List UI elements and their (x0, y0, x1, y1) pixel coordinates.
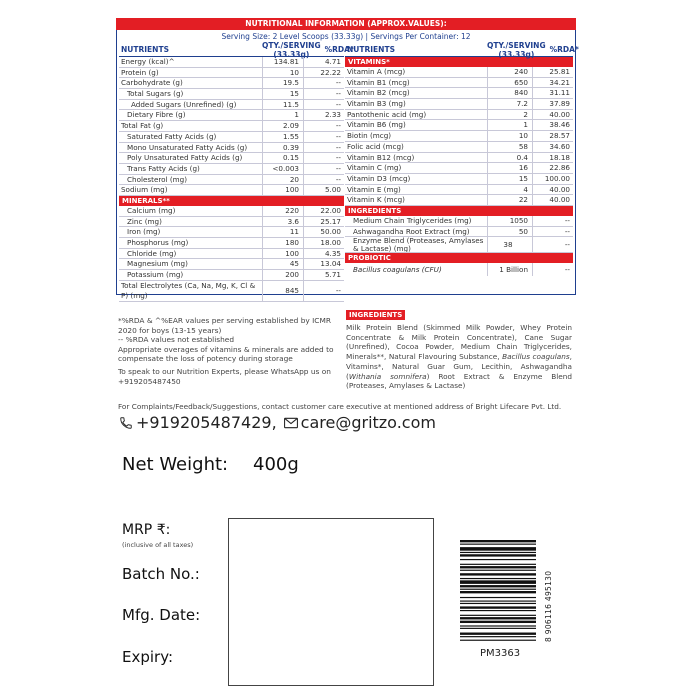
barcode-bar (460, 633, 536, 635)
barcode-bar (460, 589, 536, 590)
barcode-number: 8 906116 495130 (544, 570, 553, 642)
left-table-header: NUTRIENTS QTY./SERVING (33.33g) %RDA* (121, 40, 354, 59)
barcode-bar (460, 566, 536, 568)
label-panel (116, 0, 579, 700)
minerals-section-label: MINERALS** (119, 196, 344, 206)
table-row: Total Fat (g) 2.09 -- (119, 121, 344, 132)
table-row: Saturated Fatty Acids (g) 1.55 -- (119, 132, 344, 143)
table-row: Vitamin B2 (mcg) 840 31.11 (345, 88, 573, 99)
nutrition-tables (116, 40, 579, 300)
table-row: Biotin (mcg) 10 28.57 (345, 131, 573, 142)
right-table-header: NUTRIENTS QTY./SERVING (33.33g) %RDA* (347, 40, 579, 59)
barcode-bar (460, 570, 536, 571)
table-row: Zinc (mg) 3.6 25.17 (119, 217, 344, 228)
table-row: Vitamin B3 (mg) 7.2 37.89 (345, 99, 573, 110)
net-weight-label: Net Weight: (122, 454, 229, 475)
nutrition-header: NUTRITIONAL INFORMATION (APPROX.VALUES): (116, 18, 576, 30)
table-row: Dietary Fibre (g) 1 2.33 (119, 110, 344, 121)
table-row-enzyme: Enzyme Blend (Proteases, Amylases & Lactase) (mg) 38 -- (345, 237, 573, 253)
table-row: Added Sugars (Unrefined) (g) 11.5 -- (119, 100, 344, 111)
mrp-subtext: (inclusive of all taxes) (122, 541, 194, 549)
table-row: Mono Unsaturated Fatty Acids (g) 0.39 -- (119, 143, 344, 154)
table-row: Vitamin K (mcg) 22 40.00 (345, 195, 573, 206)
footnotes: *%RDA & ^%EAR values per serving established by ICMR 2020 for boys (13-15 years) -- %RDA values not established Appropriate overages of vitamins & minerals are added to compensate the loss of potency during storage To speak to our Nutrition Experts, please WhatsApp us on +919205487450 (118, 316, 338, 386)
phone-icon (118, 415, 134, 431)
table-row: Pantothenic acid (mg) 2 40.00 (345, 110, 573, 121)
vitamins-section-label: VITAMINS* (345, 57, 573, 67)
table-row: Chloride (mg) 100 4.35 (119, 249, 344, 260)
barcode-bar (460, 564, 536, 565)
table-row: Cholesterol (mg) 20 -- (119, 175, 344, 186)
table-row: Poly Unsaturated Fatty Acids (g) 0.15 -- (119, 153, 344, 164)
barcode-bar (460, 617, 536, 619)
ingredients-block (346, 302, 572, 391)
complaint-note: For Complaints/Feedback/Suggestions, contact customer care executive at mentioned address of Bright Lifecare Pvt. Ltd. (118, 402, 562, 411)
table-row: Sodium (mg) 100 5.00 (119, 185, 344, 196)
contact-line (118, 413, 436, 432)
table-row: Vitamin A (mcg) 240 25.81 (345, 67, 573, 78)
table-row: Vitamin B1 (mcg) 650 34.21 (345, 78, 573, 89)
barcode-bar (460, 603, 536, 604)
barcode-bar (460, 606, 536, 608)
table-row: Vitamin C (mg) 16 22.86 (345, 163, 573, 174)
serving-info: Serving Size: 2 Level Scoops (33.33g) | Servings Per Container: 12 (116, 30, 576, 43)
table-row: Total Sugars (g) 15 -- (119, 89, 344, 100)
net-weight-value: 400g (253, 454, 299, 475)
barcode-bar (460, 625, 536, 626)
table-row: Ashwagandha Root Extract (mg) 50 -- (345, 227, 573, 238)
barcode-bar (460, 585, 536, 587)
table-row: Magnesium (mg) 45 13.04 (119, 259, 344, 270)
batch-label: Batch No.: (122, 565, 200, 583)
table-row: Folic acid (mcg) 58 34.60 (345, 142, 573, 153)
table-row: Vitamin D3 (mcg) 15 100.00 (345, 174, 573, 185)
barcode-bar (460, 610, 536, 611)
barcode-bar (460, 621, 536, 623)
barcode-bar (460, 600, 536, 601)
barcode-bar (460, 554, 536, 556)
price-stamp-box (228, 518, 434, 686)
mrp-label: MRP ₹: (122, 522, 171, 538)
table-row: Potassium (mg) 200 5.71 (119, 270, 344, 281)
product-code: PM3363 (480, 648, 521, 659)
left-nutrition-table (119, 40, 354, 302)
barcode-bar (460, 636, 536, 637)
barcode-bar (460, 540, 536, 542)
barcode-bar (460, 544, 536, 545)
table-row-probiotic: Bacillus coagulans (CFU) 1 Billion -- (345, 263, 573, 276)
barcode-bar (460, 559, 536, 560)
barcode-bar (460, 591, 536, 593)
mfg-date-label: Mfg. Date: (122, 606, 201, 624)
probiotic-section-label: PROBIOTIC (345, 253, 573, 263)
barcode-bar (460, 547, 536, 551)
table-row: Vitamin B12 (mcg) 0.4 18.18 (345, 153, 573, 164)
table-row-electrolytes: Total Electrolytes (Ca, Na, Mg, K, Cl & P) (mg) 845 -- (119, 281, 344, 302)
expiry-label: Expiry: (122, 648, 174, 666)
barcode-bar (460, 578, 536, 579)
barcode-bar (460, 573, 536, 575)
barcode-bar (460, 640, 536, 641)
table-row: Iron (mg) 11 50.00 (119, 227, 344, 238)
table-row: Energy (kcal)^ 134.81 4.71 (119, 57, 344, 68)
ingredients-label: INGREDIENTS (346, 310, 405, 320)
table-row: Calcium (mg) 220 22.00 (119, 206, 344, 217)
whatsapp-note: To speak to our Nutrition Experts, please WhatsApp us on +919205487450 (118, 366, 331, 386)
barcode-bar (460, 628, 536, 629)
barcode-bar (460, 580, 536, 584)
ingredients-section-label: INGREDIENTS (345, 206, 573, 216)
table-row: Trans Fatty Acids (g) <0.003 -- (119, 164, 344, 175)
mail-icon (283, 415, 299, 431)
table-row: Carbohydrate (g) 19.5 -- (119, 78, 344, 89)
barcode-bar (460, 615, 536, 616)
table-row: Protein (g) 10 22.22 (119, 68, 344, 79)
ingredients-text: Milk Protein Blend (Skimmed Milk Powder, Whey Protein Concentrate & Milk Protein Concentrate), Cane Sugar (Unrefined), Cocoa Powder, Medium Chain Triglycerides, Minerals**, Natural Flavouring Substance, Bacillus coagulans, Vitamins*, Natural Guar Gum, Lecithin, Ashwagandha (Withania somnifera) Root Extract & Enzyme Blend (Proteases, Amylases & Lactase) (346, 323, 572, 391)
email-address: care@gritzo.com (300, 413, 436, 432)
table-row: Medium Chain Triglycerides (mg) 1050 -- (345, 216, 573, 227)
table-row: Vitamin E (mg) 4 40.00 (345, 185, 573, 196)
right-nutrition-table (345, 40, 579, 276)
table-row: Vitamin B6 (mg) 1 38.46 (345, 120, 573, 131)
barcode-bar (460, 597, 536, 598)
phone-number: +919205487429, (136, 413, 277, 432)
table-row: Phosphorus (mg) 180 18.00 (119, 238, 344, 249)
barcode-bar (460, 552, 536, 553)
